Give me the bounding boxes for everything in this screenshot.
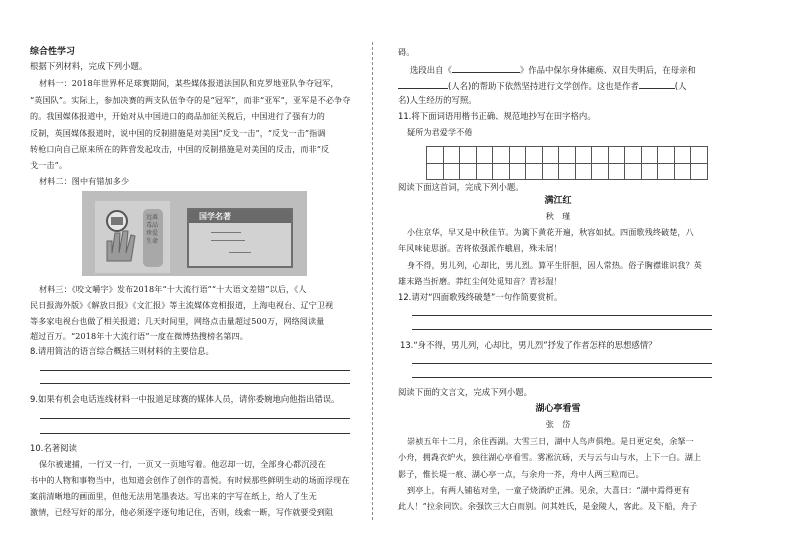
material1-line: “英国队”。实际上，参加决赛的两支队伍争夺的是“冠军”，而非“亚军”，亚军是不必争夺 <box>30 95 351 105</box>
answer-line[interactable] <box>412 315 712 316</box>
material3-line: 超过百万。“2018年十大流行语”一度在微博热搜榜名第四。 <box>30 331 248 341</box>
column-divider <box>372 42 373 520</box>
answer-line[interactable] <box>412 329 712 330</box>
poem-line: 年风味徒思浙。苦将侬强派作蛾眉，殊未屑！ <box>398 243 562 253</box>
q10-subquestion-line <box>398 79 686 92</box>
prose-line: 到亭上，有两人铺毡对坐，一童子烧酒炉正沸。见余，大喜曰：“湖中焉得更有 <box>407 485 690 495</box>
blank-person-name[interactable] <box>398 79 448 89</box>
material1-line: 戈一击”。 <box>30 160 68 170</box>
q10-tail: 名)人生经历的写照。 <box>398 95 477 105</box>
q10-text: 》作品中保尔身体瘫痪、双目失明后，在母亲和 <box>519 65 696 75</box>
material3-line: 等多家电视台也做了相关报道；几天时间里，网络点击量超过500万，网络阅读量 <box>30 316 325 326</box>
material1-line: 材料一：2018年世界杯足球赛期间，某些媒体报道法国队和克罗地亚队争夺冠军， <box>39 78 339 88</box>
question-8: 8.请用简洁的语言综合概括三则材料的主要信息。 <box>30 346 214 356</box>
poem-line: 小住京华，早又是中秋佳节。为篱下黄花开遍，秋容如拭。四面歌残终破楚，八 <box>407 227 694 237</box>
q10-subquestion-line <box>410 63 696 76</box>
question-11: 11.将下面词语用楷书正确、规范地抄写在田字格内。 <box>398 111 596 121</box>
prose-title: 湖心亭看雪 <box>535 404 581 414</box>
q10-text: 选段出自《 <box>410 65 452 75</box>
poem-line: 雄末路当折磨。莽红尘何处觅知音？青衫湿！ <box>398 276 562 286</box>
poem-author: 秋 瑾 <box>545 211 571 221</box>
continued-fragment: 碍。 <box>398 47 415 57</box>
board-title: 国学名著 <box>199 212 231 221</box>
poem-line: 身不得，男儿列，心却比，男儿烈。算平生肝胆，因人常热。俗子胸襟谁识我？英 <box>407 260 702 270</box>
prose-line: 崇祯五年十二月，余住西湖。大雪三日，湖中人鸟声俱绝。是日更定矣，余拏一 <box>407 436 694 446</box>
right-column <box>398 0 718 560</box>
prose-line: 此人！”拉余同饮。余强饮三大白而别。问其姓氏，是金陵人，客此。及下船，舟子 <box>398 501 698 511</box>
answer-line[interactable] <box>40 370 350 371</box>
left-column <box>30 0 355 560</box>
question-10-title: 10.名著阅读 <box>30 443 77 453</box>
answer-line[interactable] <box>40 433 350 434</box>
calligraphy-sample: 疑所为君爱学不倦 <box>407 127 473 137</box>
q10-text: (人 <box>674 81 687 91</box>
q10-passage-line: 书中的人物和事物当中，也知道会创作了创作的喜悦。有时候那些鲜明生动的场面浮现在 <box>30 475 350 485</box>
poem-title: 满江红 <box>544 196 572 206</box>
prose-intro: 阅读下面的文言文，完成下列小题。 <box>398 387 532 397</box>
material1-line: 反制，英国媒体报道时，说中国的反制措施是对美国“反戈一击”，“反戈一击”指调 <box>30 128 326 138</box>
anti-drug-sign <box>95 201 170 273</box>
material1-line: 转枪口向自己原来所在的阵营发起攻击，中国的反制措施是对美国的反击，而非“反 <box>30 144 330 154</box>
question-12: 12.请对“四面歌残终破楚”一句作简要赏析。 <box>398 292 563 302</box>
instruction: 根据下列材料，完成下列小题。 <box>30 61 148 71</box>
material2-photo <box>82 191 307 276</box>
prose-author: 张 岱 <box>545 419 571 429</box>
answer-line[interactable] <box>412 363 712 364</box>
question-13: 13.“身不得，男儿列，心却比，男儿烈”抒发了作者怎样的思想感情？ <box>400 340 657 350</box>
prose-line: 影子，惟长堤一痕、湖心亭一点，与余舟一芥，舟中人两三粒而已。 <box>398 469 644 479</box>
material3-line: 材料三：《咬文嚼字》发布2018年“十大流行语”“十大语文差错”以后，《人 <box>39 284 307 294</box>
prose-line: 小舟，拥毳衣炉火，独往湖心亭看雪。雾凇沆砀，天与云与山与水，上下一白。湖上 <box>398 452 702 462</box>
q10-passage-line: 激情，已经写好的部分，他必须逐字逐句地记住，否则，线索一断，写作就要受到阻 <box>30 507 334 517</box>
anti-drug-slogan: 远离毒品 珍爱生命 <box>146 214 159 245</box>
q10-text: (人名)的帮助下依然坚持进行文学创作。这也是作者 <box>448 81 639 91</box>
material1-line: 的。我国媒体报道中，开始对从中国进口的商品加征关税后，中国进行了强有力的 <box>30 111 325 121</box>
q10-passage-line: 案前清晰地的画面里，但他无法用笔墨表达。写出来的字写在纸上，给人了生无 <box>30 491 317 501</box>
answer-line[interactable] <box>40 383 350 384</box>
material2-label: 材料二：图中有错加多少 <box>39 176 130 186</box>
classics-board <box>187 208 293 268</box>
q10-passage-line: 保尔被逮捕，一行又一行，一页又一页地写着。他忍却一切，全部身心都沉浸在 <box>39 459 326 469</box>
blank-author-name[interactable] <box>639 79 675 89</box>
answer-line[interactable] <box>40 418 350 419</box>
poem-intro: 阅读下面这首词，完成下列小题。 <box>398 182 524 192</box>
section-title: 综合性学习 <box>30 47 76 57</box>
question-9: 9.如果有机会电话连线材料一中报道足球赛的媒体人员，请你委婉地向他指出错误。 <box>30 394 340 404</box>
material3-line: 民日报海外版》《解放日报》《文汇报》等主流媒体竞相报道，上海电视台、辽宁卫视 <box>30 300 334 310</box>
answer-line[interactable] <box>412 377 712 378</box>
blank-book-title[interactable] <box>452 63 520 73</box>
tianzige-grid[interactable] <box>426 146 708 180</box>
